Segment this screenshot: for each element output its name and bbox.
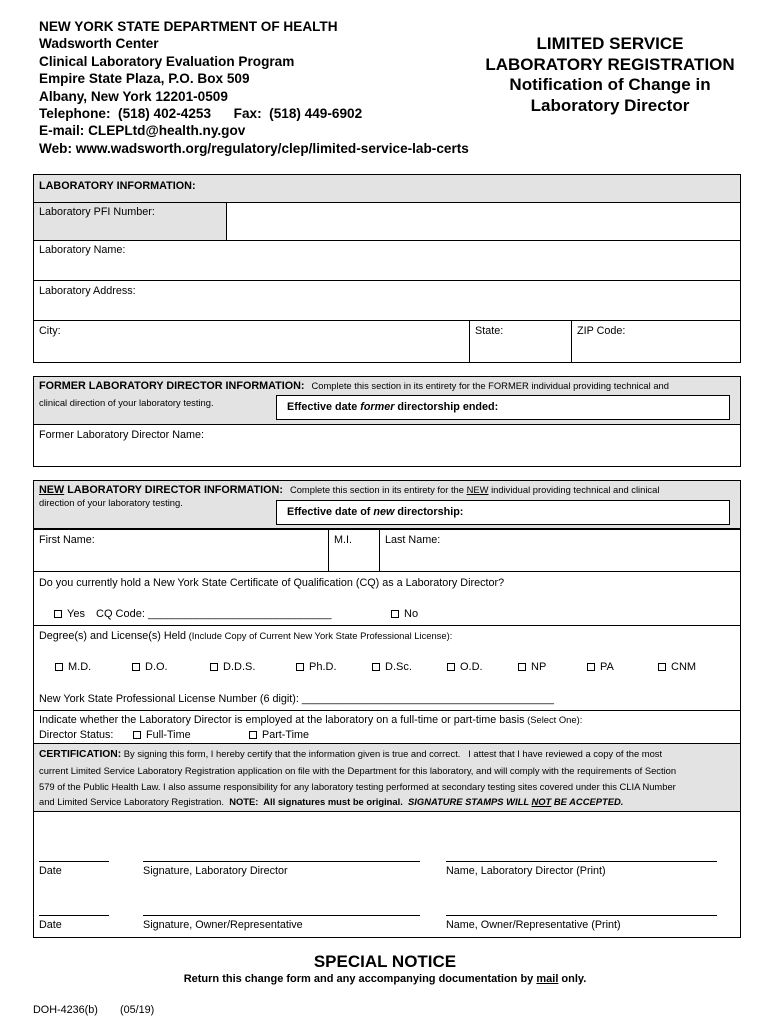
owner-signature-field[interactable] — [143, 894, 420, 914]
degree-option-np[interactable] — [518, 661, 546, 673]
city-field[interactable] — [34, 321, 468, 362]
certification-note-not: NOT — [531, 796, 552, 807]
new-effective-a: Effective date of — [287, 506, 374, 518]
first-name-label: First Name: — [39, 534, 95, 546]
former-instructions: Complete this section in its entirety for the FORMER individual providing technical and — [311, 380, 669, 391]
checkbox-icon[interactable] — [132, 663, 140, 671]
lab-address-label: Laboratory Address: — [39, 285, 136, 297]
degree-label-cnm: CNM — [671, 661, 697, 673]
part-time-checkbox[interactable] — [249, 731, 257, 739]
date-label-2: Date — [39, 919, 62, 931]
checkbox-icon[interactable] — [658, 663, 666, 671]
last-name-field[interactable] — [380, 530, 740, 570]
degree-option-od[interactable] — [447, 661, 483, 673]
cq-no-label: No — [404, 608, 419, 620]
new-effective-date-label — [287, 506, 463, 518]
employment-text: Indicate whether the Laboratory Director is employed at the laboratory on a full-time or part-time basis — [39, 714, 525, 726]
license-number-field[interactable]: New York State Professional License Number (6 digit): __________________________________________ — [39, 693, 555, 705]
title-line-4: Laboratory Director — [530, 95, 690, 115]
former-effective-a: Effective date — [287, 401, 361, 413]
title-line-2: LABORATORY REGISTRATION — [485, 54, 735, 74]
header-line: E-mail: CLEPLtd@health.ny.gov — [39, 123, 246, 139]
degree-option-dds[interactable] — [210, 661, 255, 673]
checkbox-icon[interactable] — [210, 663, 218, 671]
cq-yes-label: Yes — [67, 608, 85, 620]
form-title — [470, 34, 750, 116]
form-id: DOH-4236(b) — [33, 1004, 98, 1016]
employment-note: (Select One): — [524, 714, 583, 725]
new-instr-a: Complete this section in its entirety for the — [289, 484, 467, 495]
new-instructions — [290, 484, 659, 495]
checkbox-icon[interactable] — [587, 663, 595, 671]
certification-text-1: By signing this form, I hereby certify that the information given is true and correct. I attest that I have reviewed a copy of the most — [121, 748, 663, 759]
owner-name-field[interactable] — [446, 894, 717, 914]
cq-question: Do you currently hold a New York State Certificate of Qualification (CQ) as a Laboratory Director? — [39, 577, 505, 589]
lab-name-label: Laboratory Name: — [39, 244, 126, 256]
special-notice-heading: SPECIAL NOTICE — [313, 952, 457, 971]
degree-label — [39, 630, 452, 642]
date-label-1: Date — [39, 865, 62, 877]
header-line: Empire State Plaza, P.O. Box 509 — [39, 71, 250, 87]
special-notice-text — [0, 973, 770, 985]
new-instr-new: NEW — [466, 484, 489, 495]
former-instructions-cont: clinical direction of your laboratory testing. — [39, 397, 214, 408]
cq-no-option[interactable] — [391, 608, 418, 620]
header-line: Albany, New York 12201-0509 — [39, 88, 228, 104]
header-line: Web: www.wadsworth.org/regulatory/clep/limited-service-lab-certs — [39, 140, 469, 156]
new-heading — [39, 484, 659, 496]
cq-code-field[interactable]: CQ Code: ______________________________ — [96, 608, 332, 620]
former-effective-c: directorship ended: — [394, 401, 499, 413]
checkbox-icon[interactable] — [55, 663, 63, 671]
checkbox-icon[interactable] — [372, 663, 380, 671]
title-line-3: Notification of Change in — [509, 75, 711, 94]
zip-field[interactable] — [572, 321, 740, 362]
agency-header — [39, 18, 469, 157]
new-instructions-cont: direction of your laboratory testing. — [39, 497, 183, 508]
checkbox-icon[interactable] — [447, 663, 455, 671]
state-label: State: — [475, 325, 504, 337]
date-field-2[interactable] — [39, 894, 109, 914]
lab-name-field[interactable] — [34, 241, 740, 280]
header-line: Clinical Laboratory Evaluation Program — [39, 53, 295, 69]
last-name-label: Last Name: — [385, 534, 441, 546]
part-time-option[interactable] — [249, 729, 309, 741]
checkbox-icon[interactable] — [518, 663, 526, 671]
form-date: (05/19) — [120, 1004, 155, 1016]
former-heading-title: FORMER LABORATORY DIRECTOR INFORMATION: — [39, 380, 305, 392]
header-line: Wadsworth Center — [39, 36, 159, 52]
cq-yes-checkbox[interactable] — [54, 610, 62, 618]
employment-question — [39, 714, 582, 726]
director-status-label: Director Status: — [39, 729, 114, 741]
director-signature-label: Signature, Laboratory Director — [143, 865, 288, 877]
degree-label-np: NP — [531, 661, 547, 673]
full-time-option[interactable] — [133, 729, 191, 741]
former-effective-date-label — [287, 401, 498, 413]
lab-info-heading: LABORATORY INFORMATION: — [39, 180, 196, 192]
director-name-label: Name, Laboratory Director (Print) — [446, 865, 606, 877]
degree-label-dds: D.D.S. — [223, 661, 256, 673]
certification-line-4 — [39, 796, 623, 807]
certification-line-1 — [39, 748, 662, 760]
cq-no-checkbox[interactable] — [391, 610, 399, 618]
certification-note-italic-a: SIGNATURE STAMPS WILL — [408, 796, 532, 807]
new-instr-b: individual providing technical and clinical — [488, 484, 660, 495]
full-time-label: Full-Time — [146, 729, 191, 741]
header-line: NEW YORK STATE DEPARTMENT OF HEALTH — [39, 19, 338, 34]
pfi-label: Laboratory PFI Number: — [39, 206, 155, 218]
degree-option-phd[interactable] — [296, 661, 337, 673]
part-time-label: Part-Time — [262, 729, 309, 741]
former-heading — [39, 380, 669, 392]
degree-label-md: M.D. — [68, 661, 92, 673]
notice-text-b: only. — [558, 973, 587, 985]
degree-label-pa: PA — [600, 661, 614, 673]
new-heading-new: NEW — [39, 484, 65, 496]
degree-label-text: Degree(s) and License(s) Held — [39, 630, 187, 642]
certification-note-italic-b: BE ACCEPTED. — [551, 796, 624, 807]
city-label: City: — [39, 325, 61, 337]
new-heading-rest: LABORATORY DIRECTOR INFORMATION: — [64, 484, 283, 496]
full-time-checkbox[interactable] — [133, 731, 141, 739]
header-line: Telephone: (518) 402-4253 Fax: (518) 449-6902 — [39, 106, 363, 122]
former-name-label: Former Laboratory Director Name: — [39, 429, 205, 441]
degree-label-od: O.D. — [460, 661, 483, 673]
degree-option-dsc[interactable] — [372, 661, 412, 673]
degree-label-do: D.O. — [145, 661, 168, 673]
certification-line-3: 579 of the Public Health Law. I also assume responsibility for any laboratory testing performed at secondary testing sites covered under this CLIA Number — [39, 781, 676, 792]
former-effective-b: former — [360, 401, 395, 413]
notice-text-mail: mail — [536, 973, 559, 985]
new-effective-c: directorship: — [394, 506, 464, 518]
lab-address-field[interactable] — [34, 281, 740, 319]
zip-label: ZIP Code: — [577, 325, 626, 337]
degree-label-dsc: D.Sc. — [385, 661, 412, 673]
first-name-field[interactable] — [34, 530, 327, 570]
degree-option-md[interactable] — [55, 661, 91, 673]
certification-heading: CERTIFICATION: — [39, 749, 122, 760]
degree-note: (Include Copy of Current New York State Professional License): — [186, 630, 453, 641]
checkbox-icon[interactable] — [296, 663, 304, 671]
degree-option-pa[interactable] — [587, 661, 614, 673]
state-field[interactable] — [470, 321, 570, 362]
mi-label: M.I. — [334, 534, 352, 546]
mi-field[interactable] — [329, 530, 378, 570]
title-line-1: LIMITED SERVICE — [536, 34, 684, 53]
pfi-field[interactable] — [228, 203, 740, 240]
owner-signature-label: Signature, Owner/Representative — [143, 919, 303, 931]
degree-option-do[interactable] — [132, 661, 168, 673]
certification-text-4: and Limited Service Laboratory Registration. — [39, 796, 230, 807]
new-effective-b: new — [373, 506, 395, 518]
notice-text-a: Return this change form and any accompanying documentation by — [183, 973, 537, 985]
certification-line-2: current Limited Service Laboratory Registration application on file with the Department for this laboratory, and will comply with the requirements of Section — [39, 765, 677, 776]
director-name-field[interactable] — [446, 840, 717, 860]
former-name-field[interactable] — [34, 425, 740, 466]
owner-name-label: Name, Owner/Representative (Print) — [446, 919, 621, 931]
date-field-1[interactable] — [39, 840, 109, 860]
cq-yes-option[interactable] — [54, 608, 85, 620]
certification-note: NOTE: All signatures must be original. — [229, 796, 409, 807]
degree-option-cnm[interactable] — [658, 661, 696, 673]
degree-label-phd: Ph.D. — [309, 661, 337, 673]
director-signature-field[interactable] — [143, 840, 420, 860]
